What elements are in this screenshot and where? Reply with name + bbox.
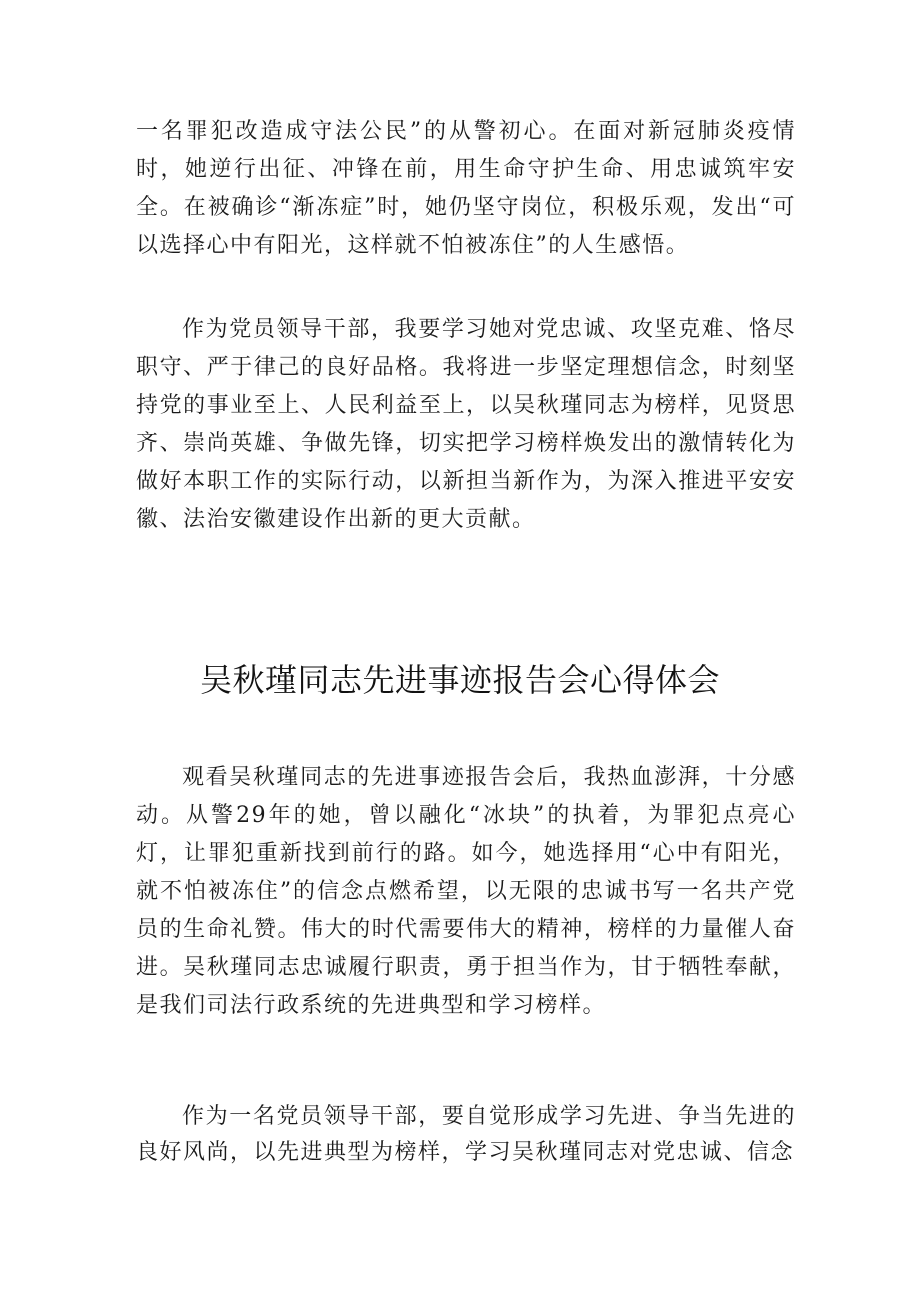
paragraph-continued: 一名罪犯改造成守法公民”的从警初心。在面对新冠肺炎疫情时，她逆行出征、冲锋在前，用生命守护生命、用忠诚筑牢安全。在被确诊“渐冻症”时，她仍坚守岗位，积极乐观，发出“可以选择心中有阳光，这样就不怕被冻住”的人生感悟。 (136, 119, 796, 258)
paragraph: 作为一名党员领导干部，要自觉形成学习先进、争当先进的良好风尚，以先进典型为榜样，学习吴秋瑾同志对党忠诚、信念 (136, 1104, 796, 1165)
section-title: 吴秋瑾同志先进事迹报告会心得体会 (199, 661, 720, 699)
paragraph: 作为党员领导干部，我要学习她对党忠诚、攻坚克难、恪尽职守、严于律己的良好品格。我将进一步坚定理想信念，时刻坚持党的事业至上、人民利益至上，以吴秋瑾同志为榜样，见贤思齐、崇尚英雄、争做先锋，切实把学习榜样焕发出的激情转化为做好本职工作的实际行动，以新担当新作为，为深入推进平安安徽、法治安徽建设作出新的更大贡献。 (136, 317, 796, 532)
paragraph: 观看吴秋瑾同志的先进事迹报告会后，我热血澎湃，十分感动。从警29年的她，曾以融化“冰块”的执着，为罪犯点亮心灯，让罪犯重新找到前行的路。如今，她选择用“心中有阳光，就不怕被冻住”的信念点燃希望，以无限的忠诚书写一名共产党员的生命礼赞。伟大的时代需要伟大的精神，榜样的力量催人奋进。吴秋瑾同志忠诚履行职责，勇于担当作为，甘于牺牲奉献，是我们司法行政系统的先进典型和学习榜样。 (136, 765, 796, 1018)
